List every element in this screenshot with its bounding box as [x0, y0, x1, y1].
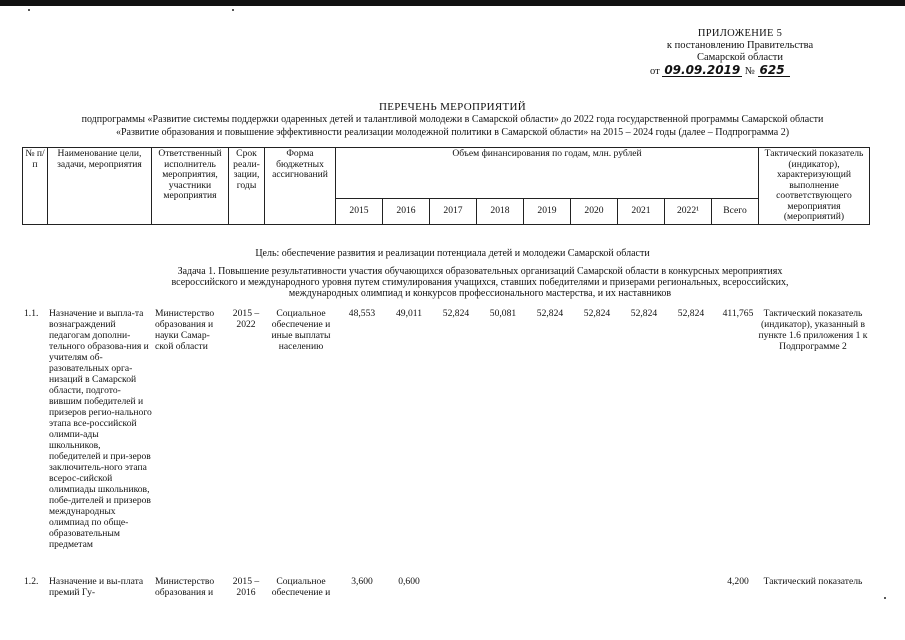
row-indicator: Тактический показатель [763, 576, 863, 587]
col-indicator-header: Тактический показатель (индикатор), характеризующий выполнение соответствующего мероприятия (мероприятий) [759, 148, 870, 225]
row-name: Назначение и вы-плата премий Гу- [49, 576, 144, 598]
row-term: 2015 – 2022 [232, 308, 260, 330]
row-value: 3,600 [351, 576, 373, 587]
col-term-header: Срок реали-зации, годы [229, 148, 265, 225]
year-header: 2022¹ [665, 199, 712, 224]
row-total: 4,200 [727, 576, 749, 587]
row-form: Социальное обеспечение и иные выплаты населению [271, 308, 331, 352]
row-num: 1.2. [24, 576, 39, 587]
row-form: Социальное обеспечение и [271, 576, 331, 598]
row-total: 411,765 [722, 308, 754, 319]
row-num: 1.1. [24, 308, 39, 319]
row-value: 52,824 [677, 308, 705, 319]
table-row [22, 308, 870, 576]
col-responsible-header: Ответственный исполнитель мероприятия, участники мероприятия [152, 148, 229, 225]
row-value: 52,824 [442, 308, 470, 319]
scan-top-border [0, 0, 905, 6]
handwritten-date: 09.09.2019 [664, 63, 741, 77]
subtitle-line: подпрограммы «Развитие системы поддержки одаренных детей и талантливой молодежи в Самарской области» до 2022 года государственной программы Самарской области [81, 114, 824, 125]
year-header: 2016 [383, 199, 430, 224]
row-value: 0,600 [398, 576, 420, 587]
measures-table-header [22, 147, 870, 225]
col-name-header: Наименование цели, задачи, мероприятия [48, 148, 152, 225]
row-value: 50,081 [489, 308, 517, 319]
total-header: Всего [712, 199, 759, 224]
row-responsible: Министерство образования и науки Самар-ской области [155, 308, 215, 352]
subtitle-line: «Развитие образования и повышение эффективности реализации молодежной политики в Самарской области» на 2015 – 2024 годы (далее – Подпрограмма 2) [115, 126, 790, 138]
year-header: 2018 [477, 199, 524, 224]
document-subtitle [20, 114, 885, 139]
scan-speck [232, 9, 234, 11]
row-value: 49,011 [395, 308, 423, 319]
number-prefix: № [744, 66, 755, 77]
year-header: 2020 [571, 199, 618, 224]
row-value: 52,824 [630, 308, 658, 319]
col-financing-header: Объем финансирования по годам, млн. рублей [336, 148, 759, 199]
appendix-title: ПРИЛОЖЕНИЕ 5 [697, 28, 783, 39]
row-indicator: Тактический показатель (индикатор), указанный в пункте 1.6 приложения 1 к Подпрограмме 2 [758, 308, 868, 352]
col-num-header: № п/п [23, 148, 48, 225]
document-title: ПЕРЕЧЕНЬ МЕРОПРИЯТИЙ [378, 101, 527, 113]
row-value: 52,824 [583, 308, 611, 319]
date-prefix: от [650, 66, 660, 77]
appendix-date-line [620, 64, 860, 78]
col-form-header: Форма бюджетных ассигнований [265, 148, 336, 225]
row-value: 48,553 [348, 308, 376, 319]
appendix-block [620, 28, 860, 78]
year-header: 2021 [618, 199, 665, 224]
measures-rows [22, 308, 870, 606]
year-header: 2015 [336, 199, 383, 224]
scan-speck [884, 597, 886, 599]
appendix-line: Самарской области [697, 52, 783, 63]
scan-speck [28, 9, 30, 11]
table-row [22, 576, 870, 606]
row-name: Назначение и выпла-та вознаграждений педагогам дополни-тельного образова-ния и учителям об-разовательных орга-низаций в Самарской области, подгото-вившим победителей и призеров регио-нального этапа все-российской олимпи-ады школьников, победителей и при-зеров заключитель-ного этапа всерос-сийской олимпиады школьников, побе-дителей и призеров международных олимпиад по обще-образовательным предметам [49, 308, 152, 550]
goal-text: Цель: обеспечение развития и реализации потенциала детей и молодежи Самарской области [255, 248, 650, 259]
year-header: 2019 [524, 199, 571, 224]
row-value: 52,824 [536, 308, 564, 319]
row-responsible: Министерство образования и [155, 576, 215, 598]
row-term: 2015 – 2016 [232, 576, 260, 598]
year-header: 2017 [430, 199, 477, 224]
task-text: Задача 1. Повышение результативности участия обучающихся образовательных организаций Самарской области в конкурсных мероприятиях всероссийского и международного уровня путем стимулирования учащихся, ставших победителями и призерами региональных, всероссийских, международных олимпиад и конкурсов профессионального мастерства, и их наставников [171, 266, 789, 299]
appendix-line: к постановлению Правительства [666, 40, 814, 51]
handwritten-number: 625 [758, 64, 790, 77]
